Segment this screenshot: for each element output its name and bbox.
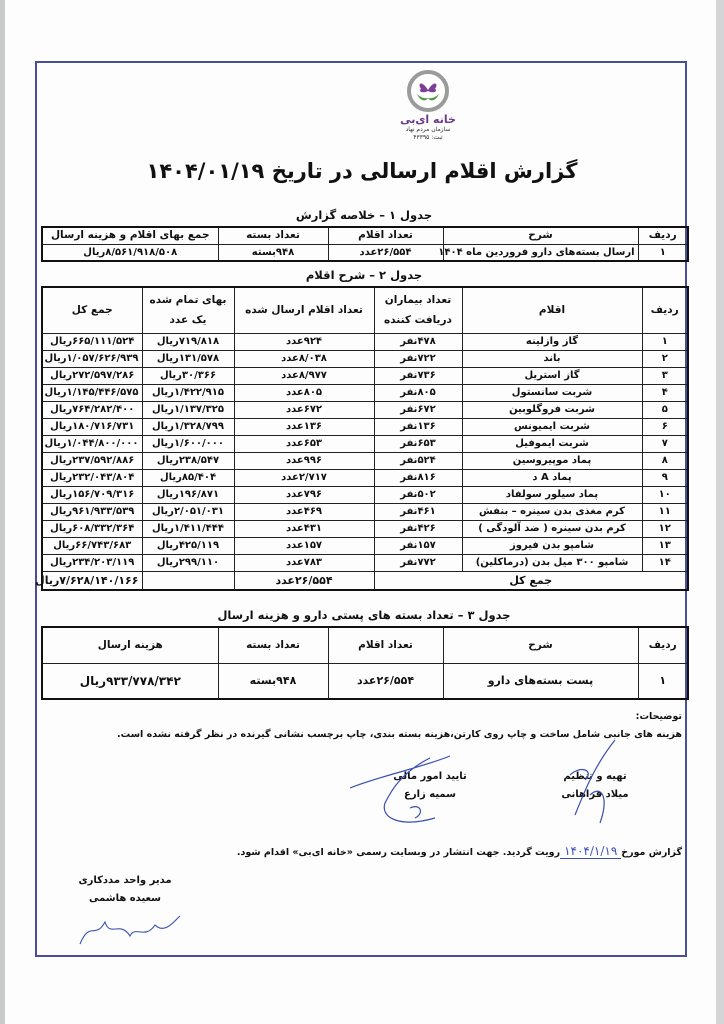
table-row [42, 367, 688, 384]
manager-name: سعیده هاشمی [88, 893, 162, 904]
cell-row-total: ۲۳۲/۰۴۳/۸۰۴ریال [42, 469, 142, 486]
table1-caption: جدول ۱ – خلاصه گزارش [295, 208, 433, 222]
publication-prefix: گزارش مورخ [621, 847, 682, 858]
handwritten-date: ۱۴۰۴/۱/۱۹ [560, 844, 621, 859]
cell-unit-price: ۲۳۸/۵۴۷ریال [142, 452, 234, 469]
table-row [42, 435, 688, 452]
logo-subtitle: سازمان مردم نهاد [405, 126, 451, 133]
cell-sent-count: ۹۲۴عدد [234, 333, 374, 350]
cell-unit-price: ۴۲۵/۱۱۹ریال [142, 537, 234, 554]
cell-row-total: ۱/۱۴۵/۴۴۶/۵۷۵ریال [42, 384, 142, 401]
preparer-signature-block [540, 768, 650, 804]
cell-row-total: ۶۶۵/۱۱۱/۵۲۴ریال [42, 333, 142, 350]
cell-sent-count: ۸۰۵عدد [234, 384, 374, 401]
table-row [42, 469, 688, 486]
cell-item-name: شربت فروگلوبین [462, 401, 642, 418]
butterfly-hands-icon [414, 77, 442, 105]
col-header: ردیف [638, 227, 688, 244]
logo-ring-icon [407, 70, 449, 112]
cell-row-number: ۱۰ [642, 486, 688, 503]
cell-unit-price: ۱/۴۱۱/۴۴۴ریال [142, 520, 234, 537]
cell-description: پست بسته‌های دارو [443, 663, 638, 699]
col-header: جمع بهای اقلام و هزینه ارسال [42, 227, 218, 244]
cell-item-name: پماد موپیروسین [462, 452, 642, 469]
cell-description: ارسال بسته‌های دارو فروردین ماه ۱۴۰۴ [443, 244, 638, 261]
cell-item-name: شامپو ۳۰۰ میل بدن (درماکلین) [462, 554, 642, 571]
organization-logo [392, 70, 464, 150]
finance-role: تایید امور مالی [393, 771, 467, 782]
table-row [42, 350, 688, 367]
shipping-table [41, 626, 689, 700]
preparer-name: میلاد فراهانی [561, 789, 629, 800]
cell-row-total: ۲۳۴/۲۰۳/۱۱۹ریال [42, 554, 142, 571]
total-row [42, 571, 688, 590]
items-table [35, 286, 689, 591]
col-header: اقلام [462, 287, 642, 333]
cell-sent-count: ۶۷۲عدد [234, 401, 374, 418]
cell-row-number: ۲ [642, 350, 688, 367]
table-row [42, 486, 688, 503]
finance-signature-block [375, 768, 485, 804]
table-row [42, 663, 688, 699]
scan-edge-left [0, 0, 5, 1024]
cell-item-name: شامپو بدن فیروز [462, 537, 642, 554]
cell-unit-price: ۱۹۶/۸۷۱ریال [142, 486, 234, 503]
cell-sent-count: ۷۹۶عدد [234, 486, 374, 503]
cell-sent-count: ۸/۰۳۸عدد [234, 350, 374, 367]
col-header: ردیف [642, 287, 688, 333]
cell-row-number: ۱۲ [642, 520, 688, 537]
col-header: تعداد بسته [218, 627, 328, 663]
table-header-row [42, 227, 688, 244]
col-header: بهای تمام شده یک عدد [142, 287, 234, 333]
cell-unit-price: ۱۳۱/۵۷۸ریال [142, 350, 234, 367]
cell-sent-count: ۲/۷۱۷عدد [234, 469, 374, 486]
cell-package-count: ۹۴۸بسته [218, 244, 328, 261]
cell-row-total: ۱۸۰/۷۱۶/۷۳۱ریال [42, 418, 142, 435]
cell-item-name: پماد A د [462, 469, 642, 486]
cell-row-number: ۳ [642, 367, 688, 384]
col-header: تعداد بیماران دریافت کننده [374, 287, 462, 333]
col-header: تعداد اقلام [328, 227, 443, 244]
col-header: تعداد بسته [218, 227, 328, 244]
cell-sent-count: ۷۸۳عدد [234, 554, 374, 571]
cell-row-number: ۵ [642, 401, 688, 418]
table-row [42, 384, 688, 401]
cell-item-name: کرم مغذی بدن سینره – بنفش [462, 503, 642, 520]
cell-row-total: ۲۷۲/۵۹۷/۲۸۶ریال [42, 367, 142, 384]
cell-sent-count: ۴۳۱عدد [234, 520, 374, 537]
table-row [42, 452, 688, 469]
cell-row-number: ۱۴ [642, 554, 688, 571]
cell-patient-count: ۷۷۲نفر [374, 554, 462, 571]
cell-unit-price: ۲۹۹/۱۱۰ریال [142, 554, 234, 571]
cell-row-number: ۱ [642, 333, 688, 350]
col-header: هزینه ارسال [42, 627, 218, 663]
table-row [42, 401, 688, 418]
cell-patient-count: ۵۲۴نفر [374, 452, 462, 469]
col-header: شرح [443, 227, 638, 244]
cell-row-total: ۶۶/۷۴۳/۶۸۳ریال [42, 537, 142, 554]
cell-item-name: شربت ایمیونس [462, 418, 642, 435]
cell-row-total: ۲۳۷/۵۹۲/۸۸۶ریال [42, 452, 142, 469]
manager-role: مدیر واحد مددکاری [78, 875, 172, 886]
cell-unit-price: ۸۵/۴۰۴ریال [142, 469, 234, 486]
table-row [42, 554, 688, 571]
cell-sent-count: ۴۶۹عدد [234, 503, 374, 520]
cell-row-total: ۷۶۴/۲۸۲/۴۰۰ریال [42, 401, 142, 418]
total-label: جمع کل [374, 571, 688, 590]
cell-unit-price: ۱/۳۲۸/۷۹۹ریال [142, 418, 234, 435]
cell-patient-count: ۵۰۲نفر [374, 486, 462, 503]
col-header: شرح [443, 627, 638, 663]
table-row [42, 333, 688, 350]
cell-unit-price: ۱/۱۳۷/۳۲۵ریال [142, 401, 234, 418]
logo-registration: ثبت: ۴۳۳۹۵ [413, 134, 443, 141]
cell-unit-price: ۲/۰۵۱/۰۳۱ریال [142, 503, 234, 520]
cell-row-total: ۹۶۱/۹۳۳/۵۳۹ریال [42, 503, 142, 520]
table-row [42, 537, 688, 554]
col-header: جمع کل [42, 287, 142, 333]
cell-patient-count: ۷۳۶نفر [374, 367, 462, 384]
cell-item-count: ۲۶/۵۵۴عدد [328, 663, 443, 699]
col-header: ردیف [638, 627, 688, 663]
cell-patient-count: ۴۲۶نفر [374, 520, 462, 537]
cell-item-name: پماد سیلور سولفاد [462, 486, 642, 503]
cell-patient-count: ۱۵۷نفر [374, 537, 462, 554]
notes-section [60, 710, 682, 741]
notes-text: هزینه های جانبی شامل ساخت و چاپ روی کارتن،هزینه بسته بندی، چاپ برچسب نشانی گیرنده در نظر گرفته نشده است. [117, 729, 682, 740]
scan-edge-right [716, 0, 724, 1024]
table-header-row [42, 627, 688, 663]
cell-row-number: ۴ [642, 384, 688, 401]
preparer-role: تهیه و تنظیم [563, 771, 627, 782]
cell-unit-price: ۱/۶۰۰/۰۰۰ریال [142, 435, 234, 452]
cell-item-count: ۲۶/۵۵۴عدد [328, 244, 443, 261]
publication-suffix: رویت گردید. جهت انتشار در وبسایت رسمی «خانه ای‌بی» اقدام شود. [236, 847, 561, 858]
cell-row-number: ۱۱ [642, 503, 688, 520]
cell-sent-count: ۱۵۷عدد [234, 537, 374, 554]
col-header: تعداد اقلام ارسال شده [234, 287, 374, 333]
cell-patient-count: ۸۱۶نفر [374, 469, 462, 486]
cell-total-cost: ۸/۵۶۱/۹۱۸/۵۰۸ریال [42, 244, 218, 261]
cell-patient-count: ۷۲۲نفر [374, 350, 462, 367]
cell-row-number: ۱۳ [642, 537, 688, 554]
table-row [42, 244, 688, 261]
total-unit-price [142, 571, 234, 590]
cell-unit-price: ۱/۴۲۲/۹۱۵ریال [142, 384, 234, 401]
total-sum: ۷/۶۲۸/۱۴۰/۱۶۶ریال [42, 571, 142, 590]
cell-package-count: ۹۴۸بسته [218, 663, 328, 699]
cell-patient-count: ۴۷۸نفر [374, 333, 462, 350]
cell-row-number: ۱ [638, 244, 688, 261]
cell-row-total: ۱۵۶/۷۰۹/۳۱۶ریال [42, 486, 142, 503]
notes-title: توضیحات: [635, 711, 682, 722]
cell-item-name: شربت سانستول [462, 384, 642, 401]
cell-row-number: ۹ [642, 469, 688, 486]
table2-caption: جدول ۲ – شرح اقلام [305, 268, 423, 282]
cell-item-name: شربت ایموفیل [462, 435, 642, 452]
cell-row-number: ۷ [642, 435, 688, 452]
cell-patient-count: ۱۳۶نفر [374, 418, 462, 435]
cell-row-number: ۸ [642, 452, 688, 469]
cell-shipping-cost: ۹۳۳/۷۷۸/۳۴۲ریال [42, 663, 218, 699]
cell-item-name: گاز وازلینه [462, 333, 642, 350]
cell-row-total: ۶۰۸/۳۳۲/۳۶۴ریال [42, 520, 142, 537]
cell-row-total: ۱/۰۴۴/۸۰۰/۰۰۰ریال [42, 435, 142, 452]
cell-row-total: ۱/۰۵۷/۶۲۶/۹۳۹ریال [42, 350, 142, 367]
cell-patient-count: ۸۰۵نفر [374, 384, 462, 401]
table3-caption: جدول ۳ – تعداد بسته های پستی دارو و هزینه ارسال [217, 608, 511, 622]
col-header: تعداد اقلام [328, 627, 443, 663]
cell-unit-price: ۷۱۹/۸۱۸ریال [142, 333, 234, 350]
cell-item-name: کرم بدن سینره ( ضد آلودگی ) [462, 520, 642, 537]
cell-patient-count: ۴۶۱نفر [374, 503, 462, 520]
cell-row-number: ۶ [642, 418, 688, 435]
total-count: ۲۶/۵۵۴عدد [234, 571, 374, 590]
table-header-row [42, 287, 688, 333]
cell-patient-count: ۶۷۲نفر [374, 401, 462, 418]
table-row [42, 418, 688, 435]
cell-item-name: باند [462, 350, 642, 367]
cell-sent-count: ۸/۹۷۷عدد [234, 367, 374, 384]
logo-name: خانه ای‌بی [400, 113, 456, 126]
table-row [42, 520, 688, 537]
manager-signature-block [60, 872, 190, 908]
cell-patient-count: ۶۵۳نفر [374, 435, 462, 452]
summary-table [41, 226, 689, 262]
cell-unit-price: ۳۰/۳۶۶ریال [142, 367, 234, 384]
cell-item-name: گاز استریل [462, 367, 642, 384]
cell-sent-count: ۹۹۶عدد [234, 452, 374, 469]
finance-name: سمیه زارع [404, 789, 456, 800]
table-row [42, 503, 688, 520]
cell-sent-count: ۱۳۶عدد [234, 418, 374, 435]
page-title: گزارش اقلام ارسالی در تاریخ ۱۴۰۴/۰۱/۱۹ [146, 159, 578, 183]
cell-row-number: ۱ [638, 663, 688, 699]
publication-note [237, 842, 682, 860]
cell-sent-count: ۶۵۳عدد [234, 435, 374, 452]
